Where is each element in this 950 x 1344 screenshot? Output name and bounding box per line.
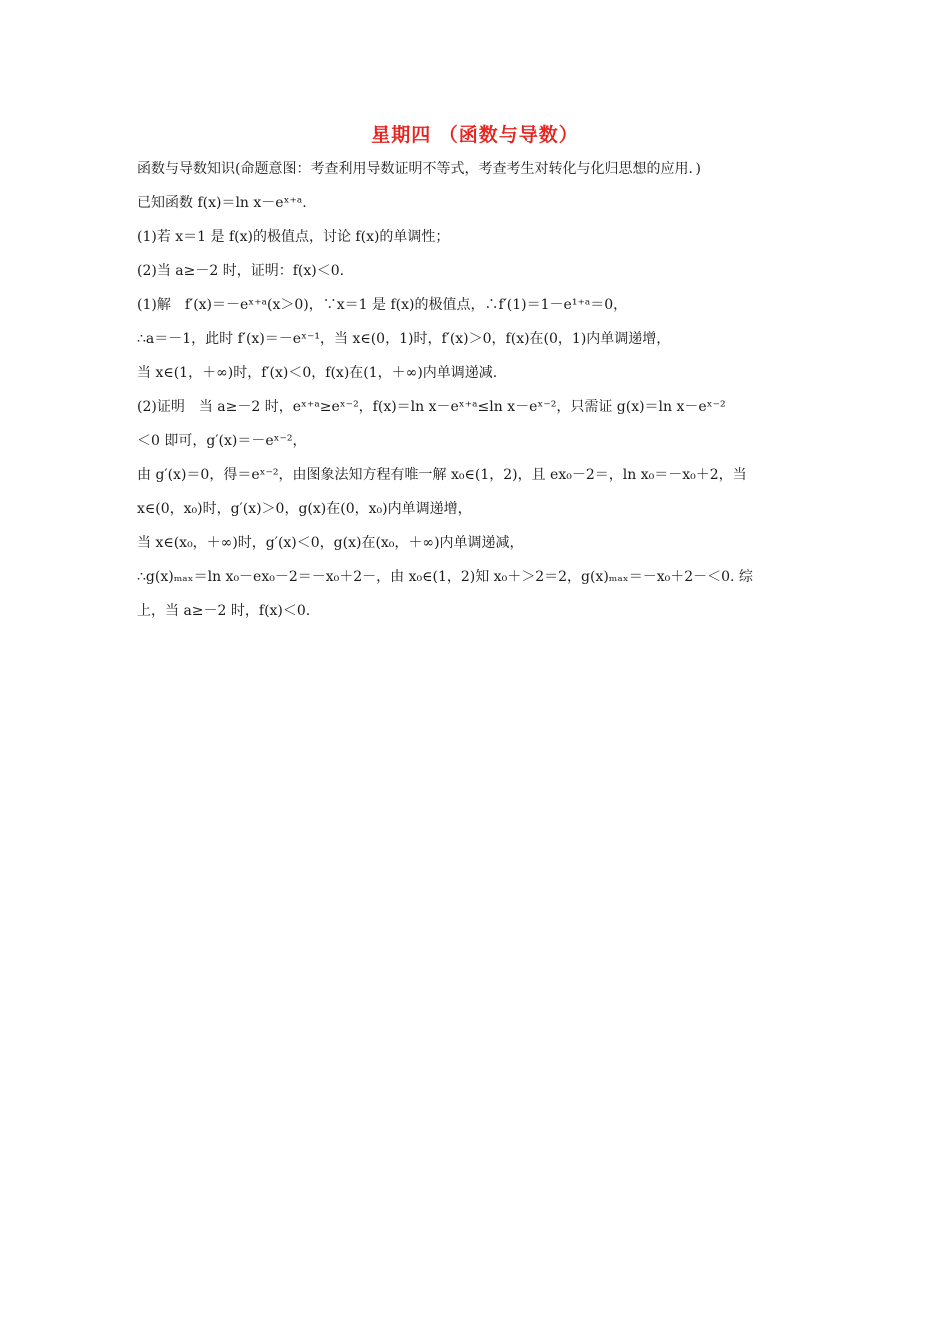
- proof-2-line-4: x∈(0，x₀)时，g′(x)＞0，g(x)在(0，x₀)内单调递增，: [137, 501, 472, 517]
- proof-2-line-6: ∴g(x)ₘₐₓ＝ln x₀－ex₀－2＝－x₀＋2－，由 x₀∈(1，2)知 x₀＋＞2＝2，g(x)ₘₐₓ＝－x₀＋2－＜0. 综: [137, 569, 753, 585]
- question-1: (1)若 x＝1 是 f(x)的极值点，讨论 f(x)的单调性；: [137, 229, 450, 245]
- solution-1-line-3: 当 x∈(1，＋∞)时，f′(x)＜0，f(x)在(1，＋∞)内单调递减.: [137, 365, 498, 381]
- problem-statement: 已知函数 f(x)＝ln x－eˣ⁺ᵃ.: [137, 195, 307, 211]
- proof-2-line-2: ＜0 即可，g′(x)＝－eˣ⁻²，: [137, 433, 307, 449]
- intro-line: 函数与导数知识(命题意图：考查利用导数证明不等式，考查考生对转化与化归思想的应用．): [137, 161, 701, 177]
- question-2: (2)当 a≥－2 时，证明：f(x)＜0.: [137, 263, 345, 279]
- proof-2-line-3: 由 g′(x)＝0，得＝eˣ⁻²，由图象法知方程有唯一解 x₀∈(1，2)，且 ex₀－2＝，ln x₀＝－x₀＋2，当: [137, 467, 747, 483]
- proof-2-line-5: 当 x∈(x₀，＋∞)时，g′(x)＜0，g(x)在(x₀，＋∞)内单调递减，: [137, 535, 524, 551]
- proof-2-line-1: (2)证明 当 a≥－2 时，eˣ⁺ᵃ≥eˣ⁻²，f(x)＝ln x－eˣ⁺ᵃ≤ln x－eˣ⁻²，只需证 g(x)＝ln x－eˣ⁻²: [137, 399, 726, 415]
- solution-1-line-1: (1)解 f′(x)＝－eˣ⁺ᵃ(x＞0)，∵x＝1 是 f(x)的极值点，∴f′(1)＝1－e¹⁺ᵃ＝0，: [137, 297, 628, 313]
- proof-2-line-7: 上，当 a≥－2 时，f(x)＜0.: [137, 603, 311, 619]
- document-body: [137, 152, 817, 628]
- solution-1-line-2: ∴a＝－1，此时 f′(x)＝－eˣ⁻¹，当 x∈(0，1)时，f′(x)＞0，f(x)在(0，1)内单调递增，: [137, 331, 671, 347]
- page-title: 星期四 （函数与导数）: [371, 124, 579, 146]
